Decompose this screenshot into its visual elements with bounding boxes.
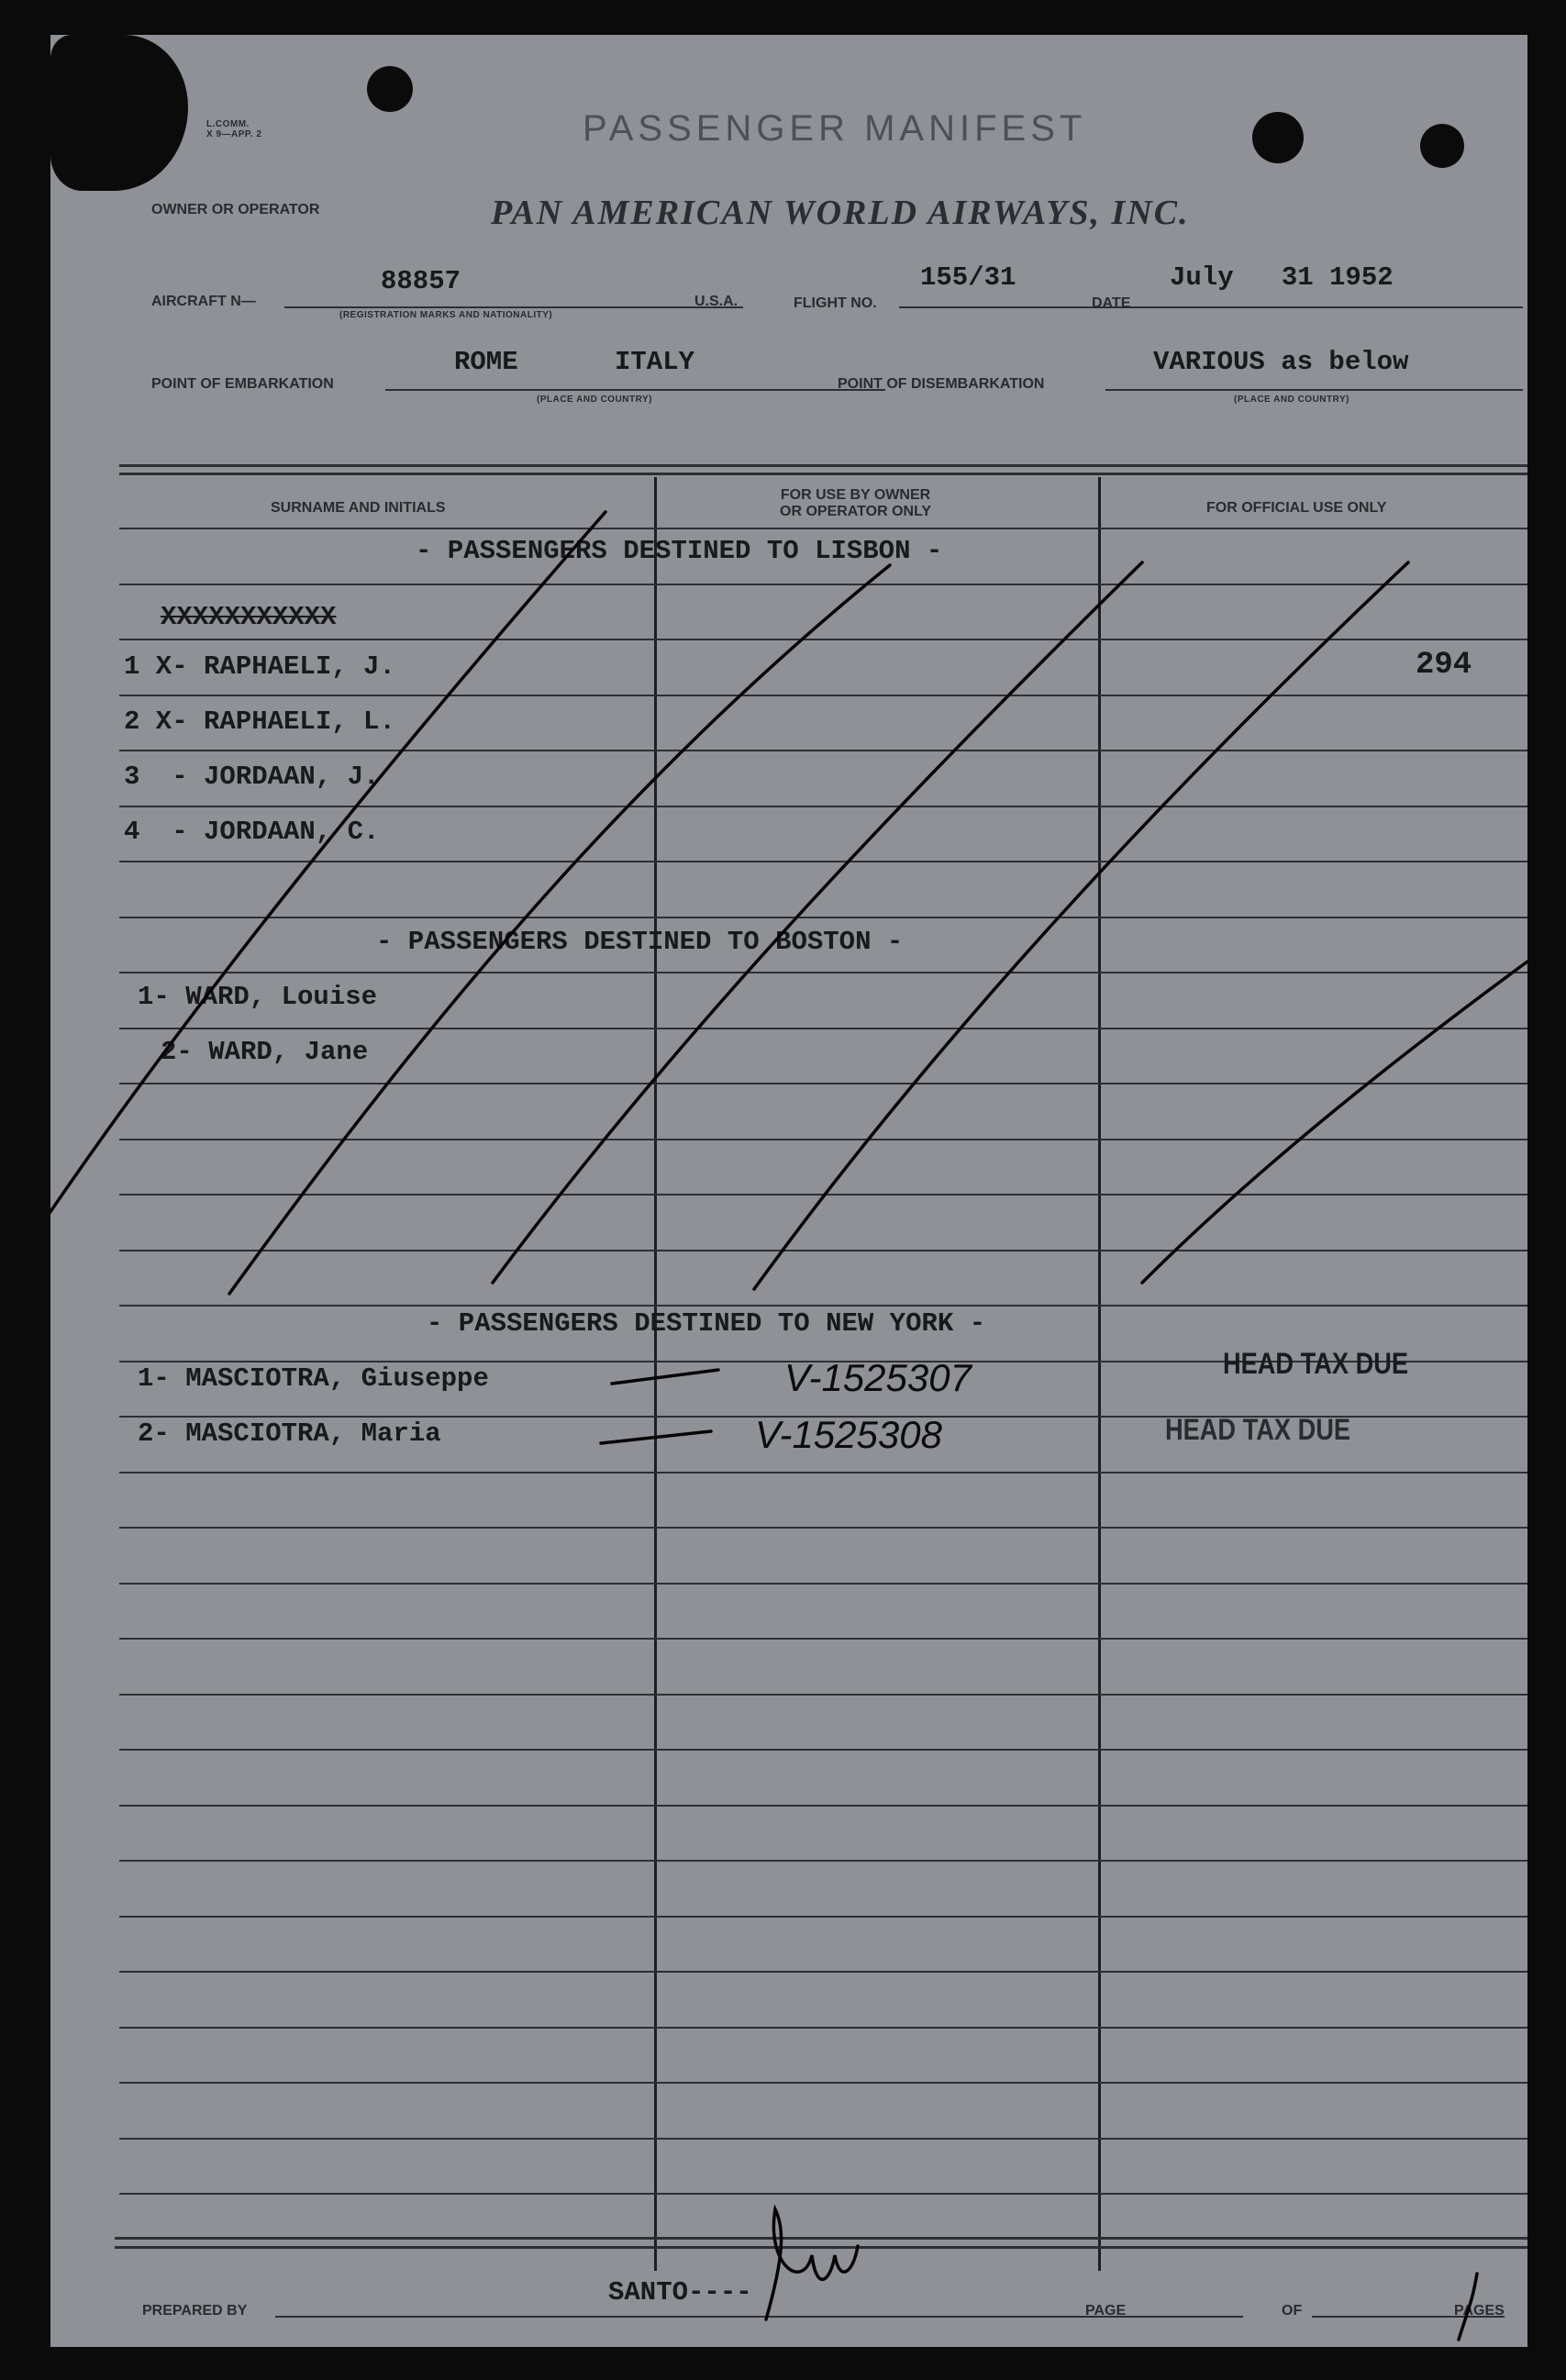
aircraft-label: AIRCRAFT N— xyxy=(151,294,256,309)
of-label: OF xyxy=(1282,2303,1303,2319)
punch-hole-3 xyxy=(1420,124,1464,168)
manifest-sheet xyxy=(50,35,1527,2347)
prepared-by-value: SANTO---- xyxy=(608,2277,752,2308)
dash-mark-1 xyxy=(612,1370,718,1384)
boston-passenger-1: 1- WARD, Louise xyxy=(138,982,378,1012)
tick-mark xyxy=(1459,2274,1477,2340)
lisbon-passenger-1: 1 X- RAPHAELI, J. xyxy=(124,651,395,682)
usa-label: U.S.A. xyxy=(694,294,739,309)
registration-note: (REGISTRATION MARKS AND NATIONALITY) xyxy=(339,310,553,320)
flight-label: FLIGHT NO. xyxy=(794,295,877,311)
lisbon-passenger-4: 4 - JORDAAN, C. xyxy=(124,817,380,847)
visa-number-1: V-1525307 xyxy=(784,1356,972,1399)
punch-hole-2 xyxy=(1252,112,1304,163)
new-york-heading: - PASSENGERS DESTINED TO NEW YORK - xyxy=(427,1308,986,1339)
cancel-stroke-4 xyxy=(754,562,1408,1289)
embarkation-city: ROME xyxy=(454,347,518,377)
page-label: PAGE xyxy=(1085,2303,1127,2319)
embarkation-label: POINT OF EMBARKATION xyxy=(151,376,334,392)
airline-name: PAN AMERICAN WORLD AIRWAYS, INC. xyxy=(491,194,1190,232)
column-header-owner-line-1: FOR USE BY OWNER xyxy=(780,487,931,503)
disembarkation-value: VARIOUS as below xyxy=(1153,347,1409,377)
handwritten-marks xyxy=(50,35,1527,2347)
cancel-stroke-2 xyxy=(229,565,890,1294)
disembarkation-label: POINT OF DISEMBARKATION xyxy=(838,376,1045,392)
disembarkation-place-note: (PLACE AND COUNTRY) xyxy=(1234,395,1349,405)
column-header-official: FOR OFFICIAL USE ONLY xyxy=(1206,500,1387,516)
cancel-stroke-3 xyxy=(493,562,1142,1283)
punch-hole-1 xyxy=(367,66,413,112)
official-number: 294 xyxy=(1416,648,1472,683)
boston-heading: - PASSENGERS DESTINED TO BOSTON - xyxy=(376,927,904,957)
flight-date: July 31 1952 xyxy=(1170,262,1394,293)
signature-mark xyxy=(766,2209,858,2319)
aircraft-number: 88857 xyxy=(381,266,461,296)
visa-number-2: V-1525308 xyxy=(755,1413,942,1456)
lisbon-heading: - PASSENGERS DESTINED TO LISBON - xyxy=(416,536,943,566)
flight-number: 155/31 xyxy=(920,262,1016,293)
new-york-passenger-1: 1- MASCIOTRA, Giuseppe xyxy=(138,1363,489,1394)
lisbon-passenger-3: 3 - JORDAAN, J. xyxy=(124,762,380,792)
cancel-stroke-5 xyxy=(1142,962,1527,1283)
form-ref-line-2: X 9—APP. 2 xyxy=(206,129,262,139)
dash-mark-2 xyxy=(601,1431,711,1443)
embarkation-country: ITALY xyxy=(615,347,695,377)
embarkation-place-note: (PLACE AND COUNTRY) xyxy=(537,395,652,405)
form-ref-line-1: L.COMM. xyxy=(206,119,250,129)
cancel-stroke-1 xyxy=(50,512,605,1239)
column-header-owner-line-2: OR OPERATOR ONLY xyxy=(780,504,932,519)
head-tax-stamp-1: HEAD TAX DUE xyxy=(1223,1347,1408,1380)
lisbon-passenger-2: 2 X- RAPHAELI, L. xyxy=(124,706,395,737)
page-title: PASSENGER MANIFEST xyxy=(583,108,1087,149)
boston-passenger-2: 2- WARD, Jane xyxy=(161,1037,369,1067)
prepared-by-label: PREPARED BY xyxy=(142,2303,248,2319)
owner-label: OWNER OR OPERATOR xyxy=(151,202,320,217)
struck-entry: XXXXXXXXXXX xyxy=(161,602,337,632)
column-header-surname: SURNAME AND INITIALS xyxy=(271,500,446,516)
pages-label: PAGES xyxy=(1454,2303,1505,2319)
date-label: DATE xyxy=(1092,295,1131,311)
new-york-passenger-2: 2- MASCIOTRA, Maria xyxy=(138,1418,441,1449)
head-tax-stamp-2: HEAD TAX DUE xyxy=(1165,1413,1350,1446)
